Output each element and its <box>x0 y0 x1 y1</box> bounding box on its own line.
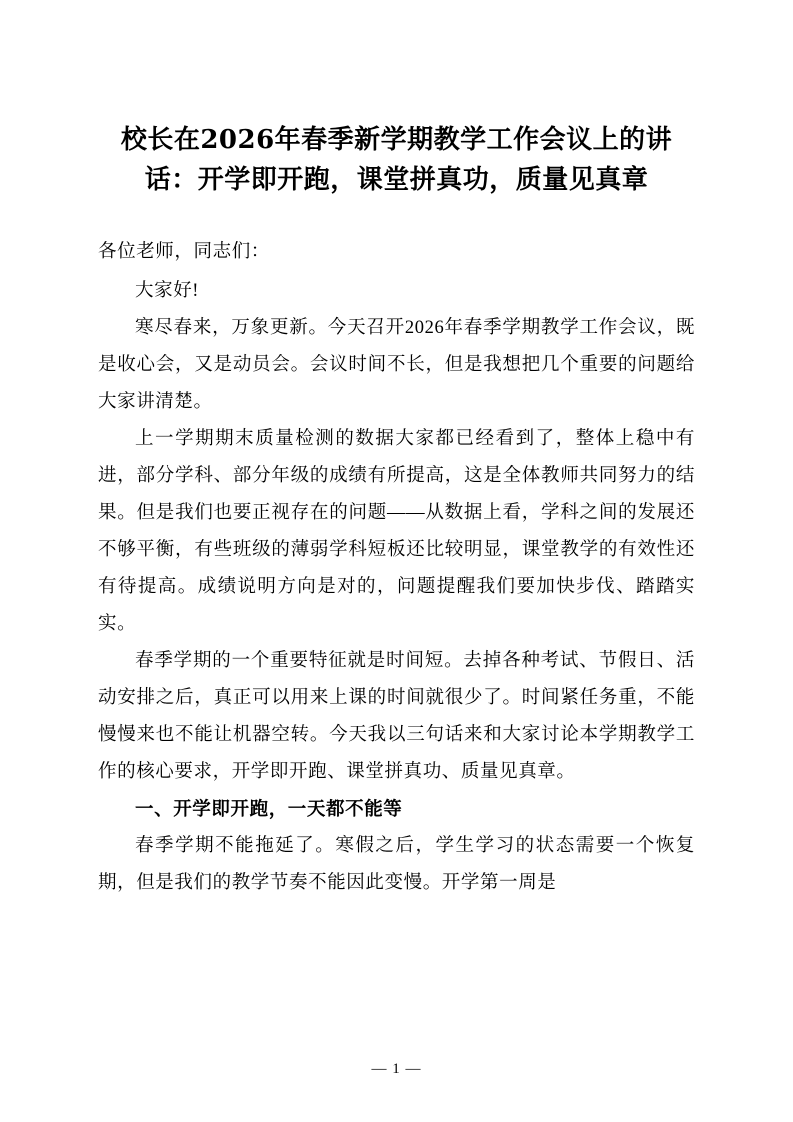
page-number: — 1 — <box>371 1061 422 1077</box>
page-title: 校长在2026年春季新学期教学工作会议上的讲话：开学即开跑，课堂拼真功，质量见真章 <box>120 125 673 195</box>
greeting-paragraph: 大家好! <box>135 281 200 301</box>
body-paragraph-1: 寒尽春来，万象更新。今天召开2026年春季学期教学工作会议，既是收心会，又是动员会。会议时间不长，但是我想把几个重要的问题给大家讲清楚。 <box>98 318 695 412</box>
body-paragraph-2: 上一学期期末质量检测的数据大家都已经看到了，整体上稳中有进，部分学科、部分年级的成绩有所提高，这是全体教师共同努力的结果。但是我们也要正视存在的问题——从数据上看，学科之间的发展还不够平衡，有些班级的薄弱学科短板还比较明显，课堂教学的有效性还有待提高。成绩说明方向是对的，问题提醒我们要加快步伐、踏踏实实。 <box>98 429 695 634</box>
body-paragraph-3: 春季学期的一个重要特征就是时间短。去掉各种考试、节假日、活动安排之后，真正可以用来上课的时间就很少了。时间紧任务重，不能慢慢来也不能让机器空转。今天我以三句话来和大家讨论本学期教学工作的核心要求，开学即开跑、课堂拼真功、质量见真章。 <box>98 651 695 782</box>
salutation-line: 各位老师，同志们： <box>98 242 270 262</box>
section-paragraph-1: 春季学期不能拖延了。寒假之后，学生学习的状态需要一个恢复期，但是我们的教学节奏不能因此变慢。开学第一周是 <box>98 836 695 893</box>
section-heading-1: 一、开学即开跑，一天都不能等 <box>135 799 403 820</box>
